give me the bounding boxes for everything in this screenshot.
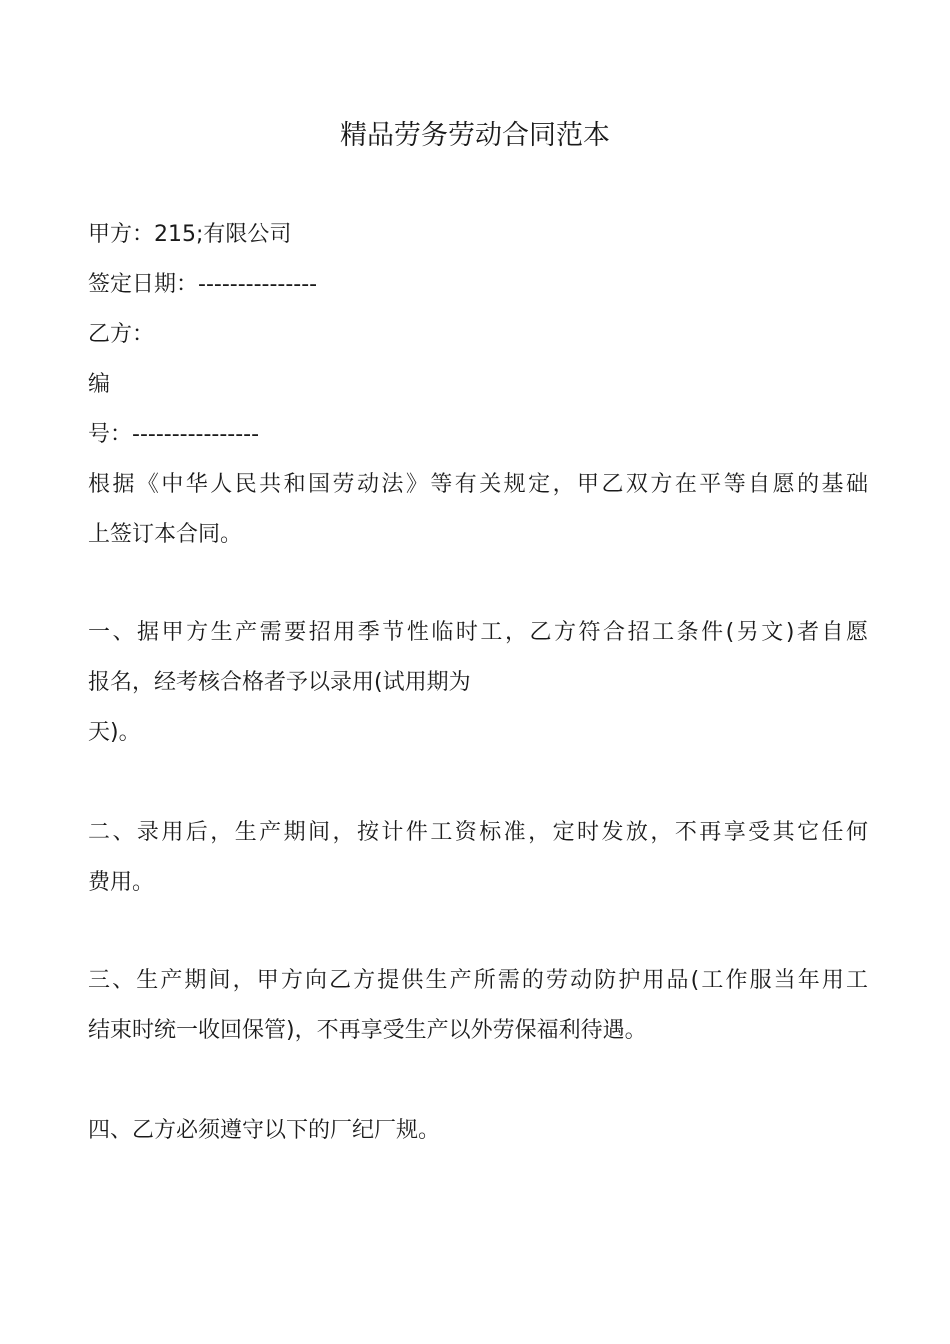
clause-3-line-2: 结束时统一收回保管)，不再享受生产以外劳保福利待遇。 (88, 1018, 647, 1043)
number-field: 号：---------------- (88, 422, 260, 447)
clause-1-line-1: 一、据甲方生产需要招用季节性临时工，乙方符合招工条件(另文)者自愿 (88, 620, 868, 645)
clause-1-line-3: 天)。 (88, 720, 141, 745)
clause-4-line-1: 四、乙方必须遵守以下的厂纪厂规。 (88, 1118, 441, 1143)
clause-2-line-2: 费用。 (88, 870, 155, 895)
document-title: 精品劳务劳动合同范本 (340, 120, 610, 151)
party-a: 甲方：215;有限公司 (88, 222, 292, 247)
clause-1-line-2: 报名，经考核合格者予以录用(试用期为 (88, 670, 471, 695)
preamble-line-1: 根据《中华人民共和国劳动法》等有关规定，甲乙双方在平等自愿的基础 (88, 472, 868, 497)
party-b: 乙方： (88, 322, 155, 347)
clause-2-line-1: 二、录用后，生产期间，按计件工资标准，定时发放，不再享受其它任何 (88, 820, 868, 845)
number-label: 编 (88, 372, 111, 397)
sign-date: 签定日期：--------------- (88, 272, 318, 297)
clause-3-line-1: 三、生产期间，甲方向乙方提供生产所需的劳动防护用品(工作服当年用工 (88, 968, 868, 993)
preamble-line-2: 上签订本合同。 (88, 522, 243, 547)
